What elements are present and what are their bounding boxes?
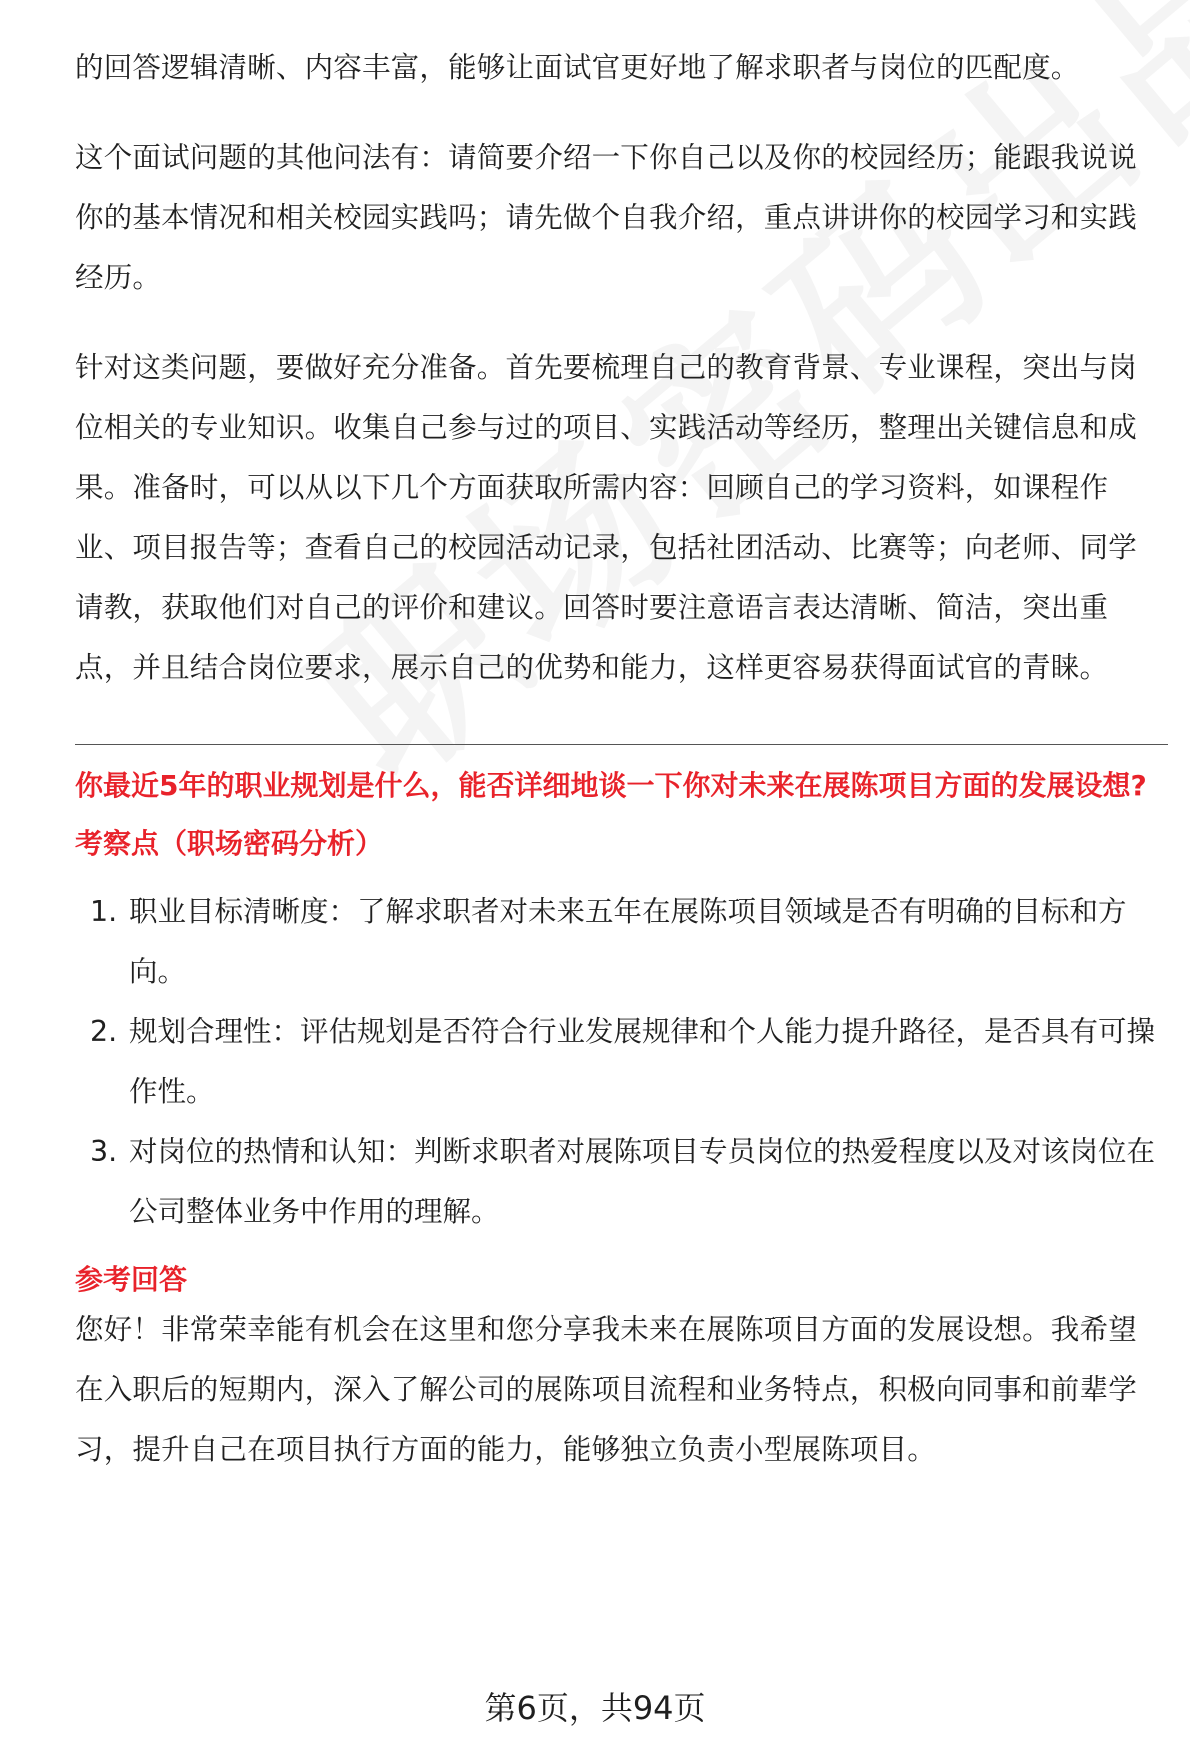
analysis-heading: 考察点（职场密码分析） [75,827,384,860]
list-item-number: 2. [90,1015,118,1048]
list-item-number: 1. [90,895,118,928]
list-item [75,1002,1165,1122]
list-item-number: 3. [90,1135,118,1168]
list-item-text: 规划合理性：评估规划是否符合行业发展规律和个人能力提升路径，是否具有可操作性。 [129,1015,1156,1108]
analysis-points-list [75,882,1165,1242]
list-item [75,1122,1165,1242]
page-content [75,38,1165,1480]
answer-paragraph: 您好！非常荣幸能有机会在这里和您分享我未来在展陈项目方面的发展设想。我希望在入职后的短期内，深入了解公司的展陈项目流程和业务特点，积极向同事和前辈学习，提升自己在项目执行方面的能力，能够独立负责小型展陈项目。 [75,1313,1137,1466]
paragraph-intro-end: 的回答逻辑清晰、内容丰富，能够让面试官更好地了解求职者与岗位的匹配度。 [75,51,1080,84]
list-item-text: 对岗位的热情和认知：判断求职者对展陈项目专员岗位的热爱程度以及对该岗位在公司整体业务中作用的理解。 [129,1135,1156,1228]
paragraph-preparation-advice: 针对这类问题，要做好充分准备。首先要梳理自己的教育背景、专业课程，突出与岗位相关的专业知识。收集自己参与过的项目、实践活动等经历，整理出关键信息和成果。准备时，可以从以下几个方面获取所需内容：回顾自己的学习资料，如课程作业、项目报告等；查看自己的校园活动记录，包括社团活动、比赛等；向老师、同学请教，获取他们对自己的评价和建议。回答时要注意语言表达清晰、简洁，突出重点，并且结合岗位要求，展示自己的优势和能力，这样更容易获得面试官的青睐。 [75,351,1137,684]
question-heading: 你最近5年的职业规划是什么，能否详细地谈一下你对未来在展陈项目方面的发展设想? [75,769,1147,802]
paragraph-alternative-questions: 这个面试问题的其他问法有：请简要介绍一下你自己以及你的校园经历；能跟我说说你的基本情况和相关校园实践吗；请先做个自我介绍，重点讲讲你的校园学习和实践经历。 [75,141,1137,294]
list-item-text: 职业目标清晰度：了解求职者对未来五年在展陈项目领域是否有明确的目标和方向。 [129,895,1127,988]
list-item [75,882,1165,1002]
section-divider [75,744,1168,745]
page-number: 第6页，共94页 [484,1689,706,1727]
answer-heading: 参考回答 [75,1263,188,1296]
